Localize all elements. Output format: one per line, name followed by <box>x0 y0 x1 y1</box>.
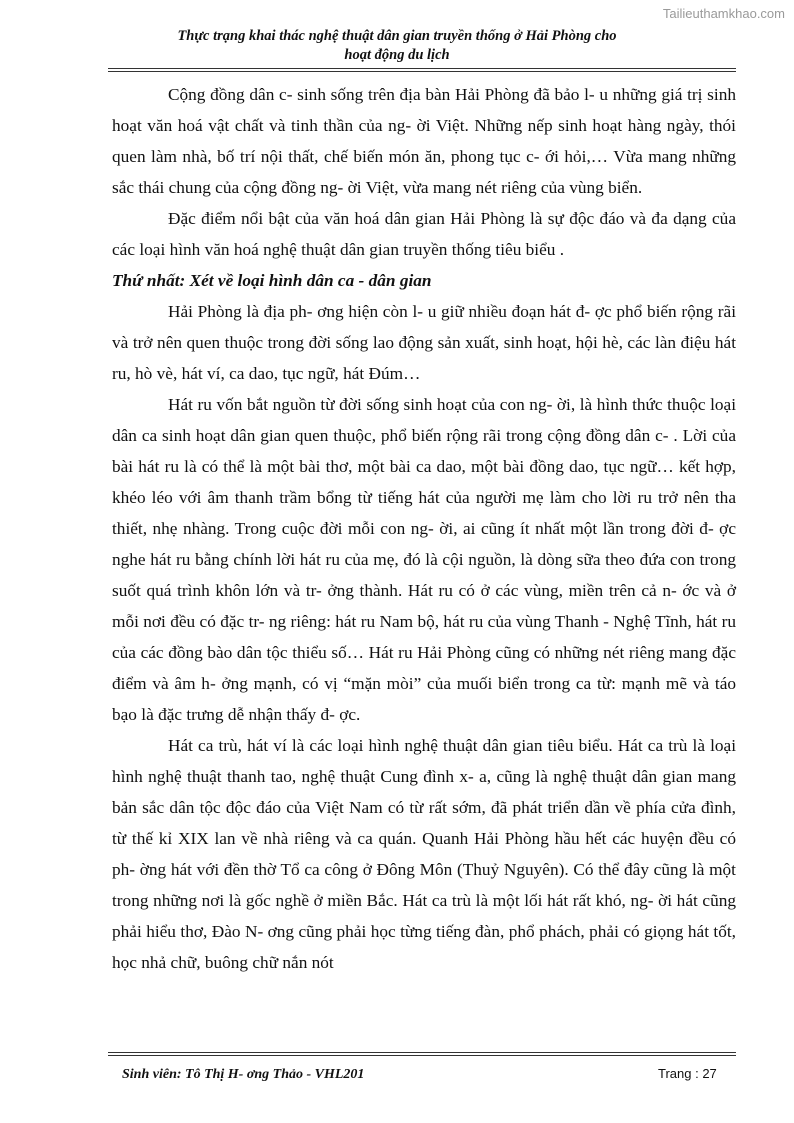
footer-author: Sinh viên: Tô Thị H- ơng Thảo - VHL201 <box>122 1067 365 1082</box>
section-heading: Thứ nhất: Xét về loại hình dân ca - dân gian <box>112 271 432 290</box>
header-line-2: hoạt động du lịch <box>344 47 450 63</box>
paragraph: Đặc điểm nổi bật của văn hoá dân gian Hải Phòng là sự độc đáo và đa dạng của các loại hình văn hoá nghệ thuật dân gian truyền thống tiêu biểu . <box>112 209 736 259</box>
paragraph: Hát ca trù, hát ví là các loại hình nghệ thuật dân gian tiêu biểu. Hát ca trù là loại hình nghệ thuật thanh tao, nghệ thuật Cung đình x- a, cũng là nghệ thuật dân gian mang bản sắc dân tộc độc đáo của Việt Nam có từ rất sớm, đã phát triển dần về phía cửa đình, từ thế kỉ XIX lan về nhà riêng và ca quán. Quanh Hải Phòng hầu hết các huyện đều có ph- ờng hát với đền thờ Tổ ca công ở Đông Môn (Thuỷ Nguyên). Có thể đây cũng là một trong những nơi là gốc nghề ở miền Bắc. Hát ca trù là một lối hát rất khó, ng- ời hát cũng phải hiểu thơ, Đào N- ơng cũng phải học từng tiếng đàn, phổ phách, phải có giọng hát tốt, học nhả chữ, buông chữ nắn nót <box>112 736 736 972</box>
running-header <box>110 27 684 65</box>
document-body <box>112 79 736 978</box>
paragraph: Hải Phòng là địa ph- ơng hiện còn l- u giữ nhiều đoạn hát đ- ợc phổ biến rộng rãi và trở nên quen thuộc trong đời sống lao động sản xuất, sinh hoạt, hội hè, các làn điệu hát ru, hò vè, hát ví, ca dao, tục ngữ, hát Đúm… <box>112 302 736 383</box>
header-divider <box>108 68 736 72</box>
paragraph: Hát ru vốn bắt nguồn từ đời sống sinh hoạt của con ng- ời, là hình thức thuộc loại dân ca sinh hoạt dân gian quen thuộc, phổ biến rộng rãi trong cộng đồng dân c- . Lời của bài hát ru là có thể là một bài thơ, một bài ca dao, một bài đồng dao, tục ngữ… kết hợp, khéo léo với âm thanh trầm bổng từ tiếng hát của người mẹ làm cho lời ru trở nên tha thiết, nhẹ nhàng. Trong cuộc đời mỗi con ng- ời, ai cũng ít nhất một lần trong đời đ- ợc nghe hát ru bằng chính lời hát ru của mẹ, đó là cội nguồn, là dòng sữa theo đứa con trong suốt quá trình khôn lớn và tr- ởng thành. Hát ru có ở các vùng, miền trên cả n- ớc và ở mỗi nơi đều có đặc tr- ng riêng: hát ru Nam bộ, hát ru của vùng Thanh - Nghệ Tĩnh, hát ru của các đồng bào dân tộc thiểu số… Hát ru Hải Phòng cũng có những nét riêng mang đặc điểm và âm h- ởng mạnh, có vị “mặn mòi” của muối biển trong ca từ: mạnh mẽ và táo bạo là đặc trưng dễ nhận thấy đ- ợc. <box>112 395 736 724</box>
page-number: Trang : 27 <box>658 1066 717 1081</box>
footer-divider <box>108 1052 736 1056</box>
watermark-text: Tailieuthamkhao.com <box>662 6 785 21</box>
paragraph: Cộng đồng dân c- sinh sống trên địa bàn Hải Phòng đã bảo l- u những giá trị sinh hoạt văn hoá vật chất và tinh thần của ng- ời Việt. Những nếp sinh hoạt hàng ngày, thói quen làm nhà, bố trí nội thất, chế biến món ăn, phong tục c- ới hỏi,… Vừa mang những sắc thái chung của cộng đồng ng- ời Việt, vừa mang nét riêng của vùng biển. <box>112 85 736 197</box>
header-line-1: Thực trạng khai thác nghệ thuật dân gian truyền thống ở Hải Phòng cho <box>177 28 617 44</box>
